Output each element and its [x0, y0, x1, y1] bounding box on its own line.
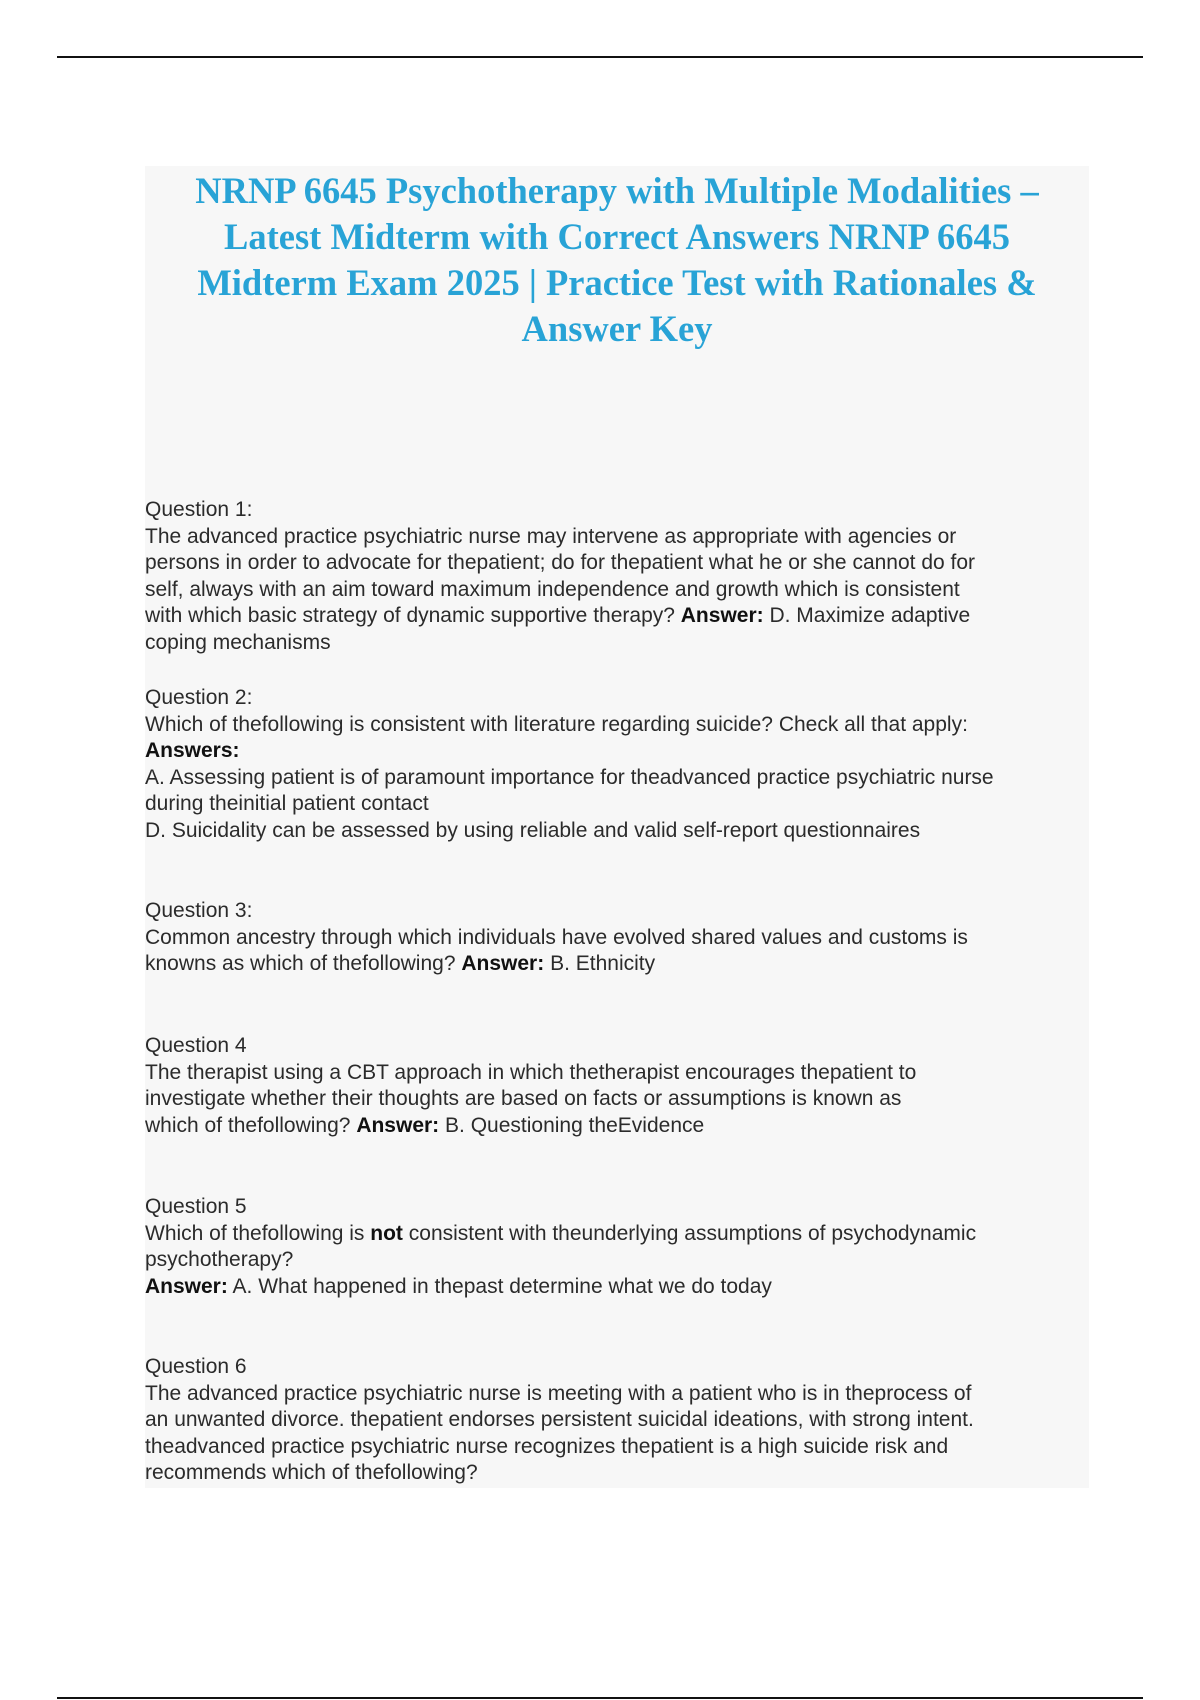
question-text-line: theadvanced practice psychiatric nurse recognizes thepatient is a high suicide risk and: [145, 1434, 949, 1458]
answer-label: Answer:: [356, 1113, 440, 1137]
question-text-line: Which of thefollowing is consistent with literature regarding suicide? Check all that apply:: [145, 712, 968, 736]
question-1: [145, 497, 1089, 656]
answer-text-line: coping mechanisms: [145, 630, 331, 654]
title-line: NRNP 6645 Psychotherapy with Multiple Modalities –: [195, 170, 1039, 211]
question-text-line: Common ancestry through which individuals have evolved shared values and customs is: [145, 925, 968, 949]
bottom-rule: [57, 1697, 1143, 1699]
question-6: [145, 1354, 1089, 1487]
answer-text: D. Maximize adaptive: [769, 604, 971, 627]
question-text-line: The advanced practice psychiatric nurse is meeting with a patient who is in theprocess of: [145, 1381, 972, 1405]
answer-label: Answer:: [680, 604, 764, 627]
question-label: Question 6: [145, 1355, 247, 1378]
question-text-line: [145, 951, 1089, 978]
question-3: [145, 898, 1089, 978]
title-line: Latest Midterm with Correct Answers NRNP 6645: [224, 216, 1010, 257]
emphasis-text: not: [370, 1221, 403, 1245]
question-text-line: The therapist using a CBT approach in which thetherapist encourages thepatient to: [145, 1060, 917, 1084]
question-text-line: investigate whether their thoughts are based on facts or assumptions is known as: [145, 1087, 902, 1110]
question-text-line: psychotherapy?: [145, 1248, 294, 1271]
question-label: Question 3:: [145, 899, 253, 922]
question-text-line: self, always with an aim toward maximum independence and growth which is consistent: [145, 577, 960, 601]
answer-text: A. What happened in thepast determine what we do today: [232, 1274, 772, 1298]
question-text: with which basic strategy of dynamic supportive therapy?: [145, 604, 675, 627]
answer-text: B. Ethnicity: [550, 952, 656, 975]
question-text-line: persons in order to advocate for thepatient; do for thepatient what he or she cannot do for: [145, 551, 976, 574]
question-text-line: [145, 1113, 1089, 1140]
answer-line: [145, 1274, 1089, 1301]
question-text: Which of thefollowing is: [145, 1221, 365, 1245]
title-line: Answer Key: [521, 308, 713, 349]
answer-text-line: during theinitial patient contact: [145, 792, 429, 815]
question-text-line: recommends which of thefollowing?: [145, 1461, 478, 1484]
question-label: Question 1:: [145, 498, 253, 521]
answer-text: B. Questioning theEvidence: [445, 1113, 705, 1137]
answer-text-line: D. Suicidality can be assessed by using reliable and valid self-report questionnaires: [145, 818, 921, 842]
question-text: consistent with theunderlying assumptions of psychodynamic: [408, 1221, 977, 1245]
document-body: [145, 166, 1089, 1488]
question-5: [145, 1194, 1089, 1300]
question-2: [145, 685, 1089, 844]
top-rule: [57, 56, 1143, 58]
document-title: [145, 166, 1089, 352]
answers-label: Answers:: [145, 739, 240, 762]
question-4: [145, 1033, 1089, 1139]
answer-text-line: A. Assessing patient is of paramount importance for theadvanced practice psychiatric nurse: [145, 765, 994, 789]
answer-label: Answer:: [145, 1274, 228, 1298]
question-text-line: The advanced practice psychiatric nurse may intervene as appropriate with agencies or: [145, 524, 957, 548]
question-label: Question 4: [145, 1034, 247, 1057]
question-text-line: an unwanted divorce. thepatient endorses persistent suicidal ideations, with strong intent.: [145, 1408, 974, 1431]
question-label: Question 5: [145, 1195, 247, 1218]
question-text: knowns as which of thefollowing?: [145, 952, 456, 975]
answer-label: Answer:: [461, 952, 545, 975]
answers-label-line: [145, 738, 1089, 765]
question-text-line: [145, 1221, 1089, 1248]
question-label: Question 2:: [145, 686, 253, 709]
title-line: Midterm Exam 2025 | Practice Test with Rationales &: [197, 262, 1037, 303]
question-text: which of thefollowing?: [145, 1113, 351, 1137]
question-text-line: [145, 603, 1089, 630]
